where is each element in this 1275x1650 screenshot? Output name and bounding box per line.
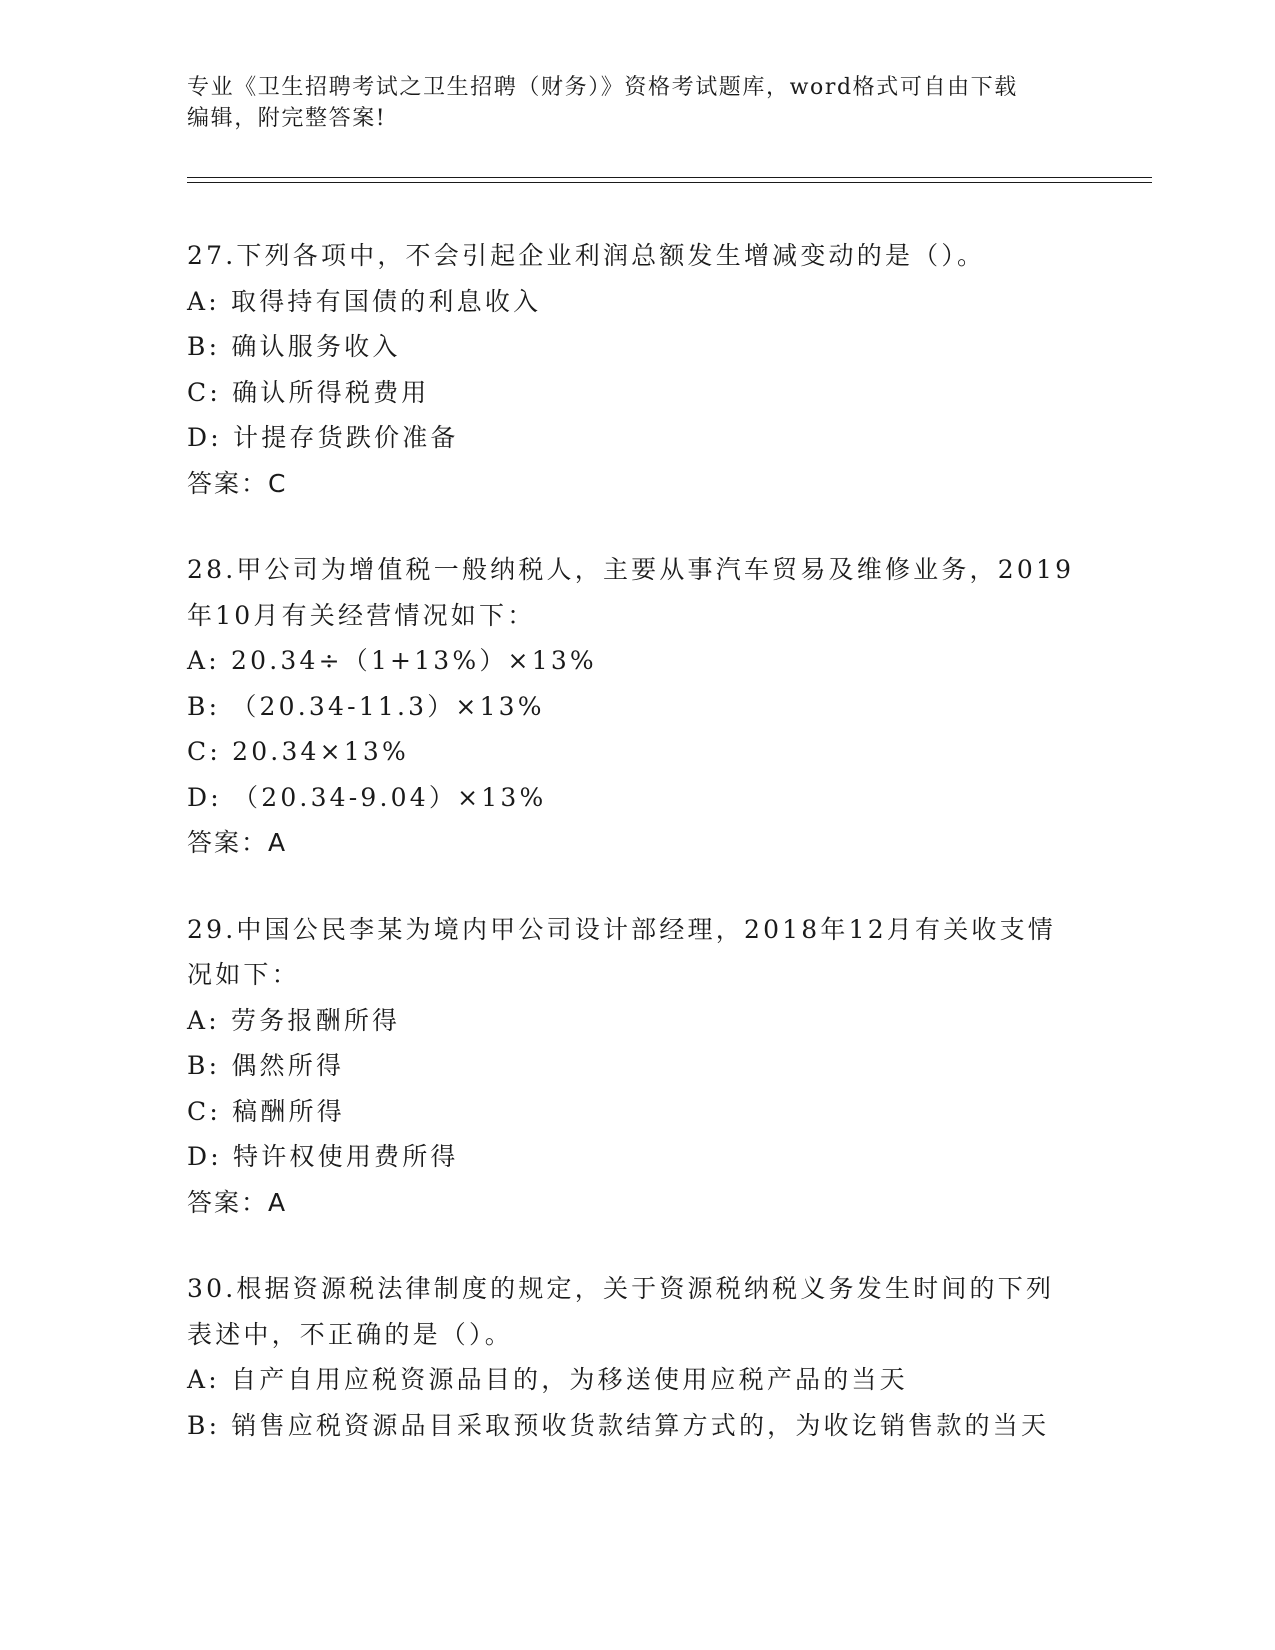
question-stem-line: 28.甲公司为增值税一般纳税人，主要从事汽车贸易及维修业务，2019 xyxy=(187,555,1075,584)
option-d: D: （20.34-9.04）×13% xyxy=(187,782,547,812)
option-a: A: 20.34÷（1+13%）×13% xyxy=(187,646,597,675)
option-b: B: 确认服务收入 xyxy=(187,332,401,361)
option-d: D: 特许权使用费所得 xyxy=(187,1142,459,1171)
answer-line: 答案：C xyxy=(187,468,288,498)
answer-line: 答案：A xyxy=(187,828,288,857)
option-c: C: 20.34×13% xyxy=(187,737,409,766)
option-a: A: 劳务报酬所得 xyxy=(187,1005,401,1035)
question-stem-line: 年10月有关经营情况如下： xyxy=(187,600,536,630)
header-line-1: 专业《卫生招聘考试之卫生招聘（财务）》资格考试题库，word格式可自由下载 xyxy=(187,75,1018,100)
question-stem xyxy=(187,547,1087,638)
option-a: A: 取得持有国债的利息收入 xyxy=(187,286,542,316)
question-29 xyxy=(187,907,1087,1226)
question-stem-line: 表述中，不正确的是（）。 xyxy=(187,1319,513,1349)
option-b: B: 销售应税资源品目采取预收货款结算方式的，为收讫销售款的当天 xyxy=(187,1410,1050,1440)
question-27 xyxy=(187,233,1087,506)
answer-line: 答案：A xyxy=(187,1187,288,1217)
option-b: B: （20.34-11.3）×13% xyxy=(187,691,545,721)
header-line-2: 编辑，附完整答案! xyxy=(187,106,387,131)
question-stem-line: 29.中国公民李某为境内甲公司设计部经理，2018年12月有关收支情 xyxy=(187,914,1056,944)
option-a: A: 自产自用应税资源品目的，为移送使用应税产品的当天 xyxy=(187,1365,908,1394)
header-divider-bottom xyxy=(187,182,1152,183)
question-stem-line: 27.下列各项中，不会引起企业利润总额发生增减变动的是（）。 xyxy=(187,241,986,270)
question-stem-line: 30.根据资源税法律制度的规定，关于资源税纳税义务发生时间的下列 xyxy=(187,1274,1055,1303)
header-divider-top xyxy=(187,177,1152,178)
question-30 xyxy=(187,1266,1087,1448)
option-c: C: 确认所得税费用 xyxy=(187,377,430,407)
question-stem xyxy=(187,233,1087,279)
option-c: C: 稿酬所得 xyxy=(187,1096,345,1126)
option-d: D: 计提存货跌价准备 xyxy=(187,423,459,452)
question-stem-line: 况如下： xyxy=(187,960,300,989)
question-28 xyxy=(187,547,1087,866)
document-header xyxy=(187,72,1067,134)
option-b: B: 偶然所得 xyxy=(187,1051,345,1080)
question-stem xyxy=(187,1266,1087,1357)
question-stem xyxy=(187,907,1087,998)
question-list xyxy=(187,233,1087,1489)
